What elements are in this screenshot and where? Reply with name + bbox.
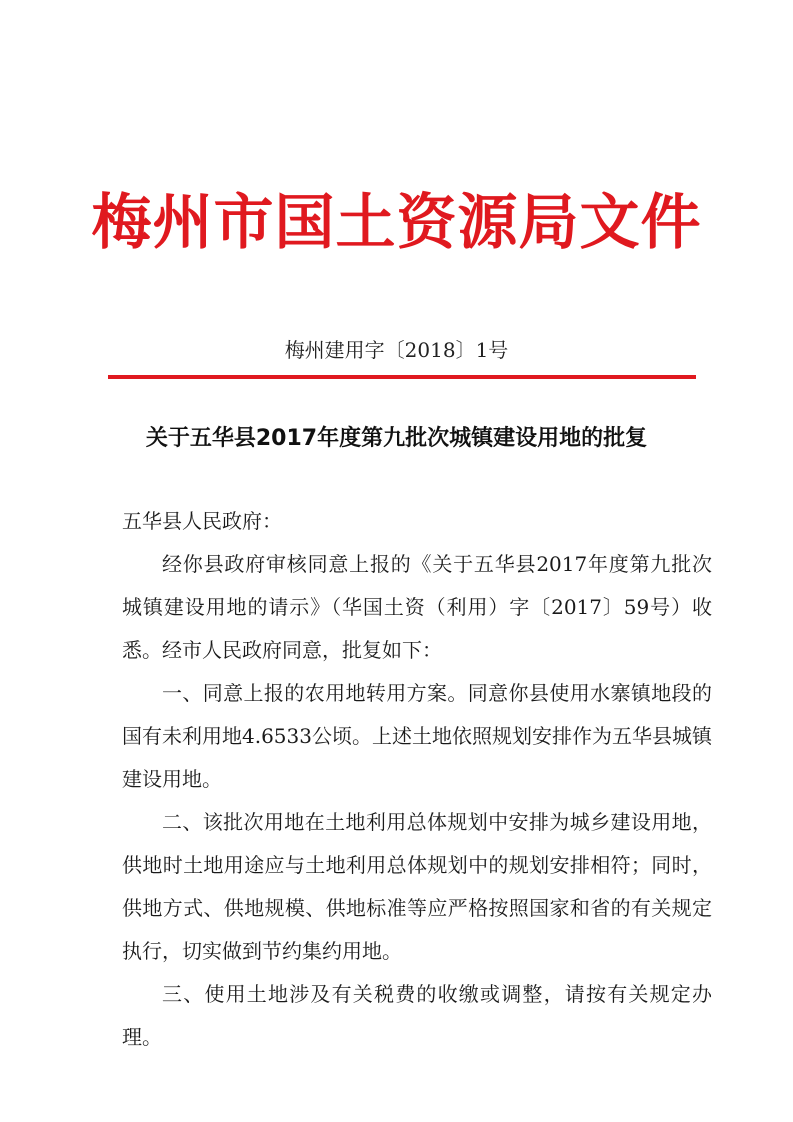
document-number: 梅州建用字〔2018〕1号 bbox=[284, 338, 509, 362]
document-body bbox=[122, 500, 712, 1059]
paragraph-item-2: 二、该批次用地在土地利用总体规划中安排为城乡建设用地，供地时土地用途应与土地利用总体规划中的规划安排相符；同时，供地方式、供地规模、供地标准等应严格按照国家和省的有关规定执行，切实做到节约集约用地。 bbox=[122, 810, 712, 963]
red-divider-line bbox=[108, 375, 696, 379]
paragraph-item-1: 一、同意上报的农用地转用方案。同意你县使用水寨镇地段的国有未利用地4.6533公顷。上述土地依照规划安排作为五华县城镇建设用地。 bbox=[122, 681, 712, 791]
salutation: 五华县人民政府： bbox=[122, 509, 282, 533]
paragraph-intro: 经你县政府审核同意上报的《关于五华县2017年度第九批次城镇建设用地的请示》（华国土资（利用）字〔2017〕59号）收悉。经市人民政府同意，批复如下： bbox=[122, 552, 712, 662]
paragraph-item-3: 三、使用土地涉及有关税费的收缴或调整，请按有关规定办理。 bbox=[122, 982, 712, 1049]
document-subject-title: 关于五华县2017年度第九批次城镇建设用地的批复 bbox=[145, 426, 648, 451]
issuer-header-title: 梅州市国土资源局文件 bbox=[91, 188, 702, 258]
